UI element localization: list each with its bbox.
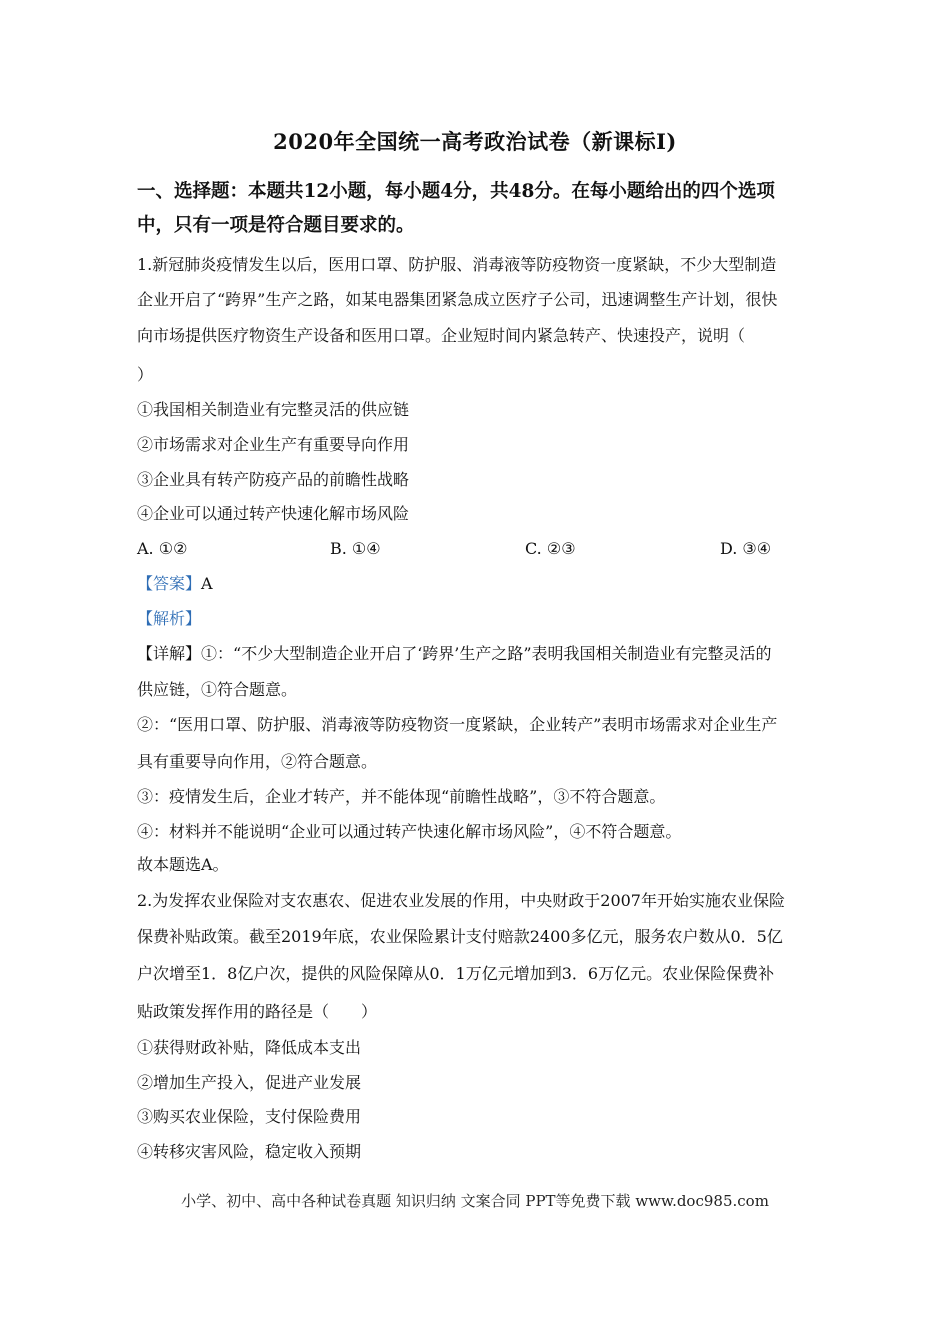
q2-item-3: ③购买农业保险，支付保险费用 [137,1107,362,1126]
q2-stem-line-2: 保费补贴政策。截至2019年底，农业保险累计支付赔款2400多亿元，服务农户数从0．5亿 [137,927,783,946]
q1-detail-line-2: 供应链，①符合题意。 [137,680,298,699]
q1-option-b: B. ①④ [330,539,381,558]
q1-item-1: ①我国相关制造业有完整灵活的供应链 [137,400,410,419]
q1-detail-line-4: 具有重要导向作用，②符合题意。 [137,752,378,771]
q1-item-2: ②市场需求对企业生产有重要导向作用 [137,435,410,454]
q1-item-3: ③企业具有转产防疫产品的前瞻性战略 [137,470,410,489]
detail-label: 【详解】 [137,644,202,663]
q1-item-4: ④企业可以通过转产快速化解市场风险 [137,504,410,523]
detail-text: ①：“不少大型制造企业开启了‘跨界’生产之路”表明我国相关制造业有完整灵活的 [201,644,772,663]
q1-option-c: C. ②③ [525,539,576,558]
q1-option-d: D. ③④ [720,539,772,558]
q1-detail-line-6: ④：材料并不能说明“企业可以通过转产快速化解市场风险”，④不符合题意。 [137,822,682,841]
q1-detail-line-5: ③：疫情发生后，企业才转产，并不能体现“前瞻性战略”，③不符合题意。 [137,787,666,806]
section-heading-line-2: 中，只有一项是符合题目要求的。 [137,215,415,236]
q2-stem-line-1: 2.为发挥农业保险对支农惠农、促进农业发展的作用，中央财政于2007年开始实施农业保险 [137,891,785,910]
q1-answer [137,572,817,596]
q1-analysis [137,607,817,631]
q2-item-4: ④转移灾害风险，稳定收入预期 [137,1142,362,1161]
q1-detail-line-3: ②：“医用口罩、防护服、消毒液等防疫物资一度紧缺，企业转产”表明市场需求对企业生产 [137,715,778,734]
q1-option-a: A. ①② [137,539,188,558]
q1-stem-line-2: 企业开启了“跨界”生产之路，如某电器集团紧急成立医疗子公司，迅速调整生产计划，很快 [137,290,778,309]
q1-stem-line-3: 向市场提供医疗物资生产设备和医用口罩。企业短时间内紧急转产、快速投产，说明（ [137,326,746,345]
section-heading [137,175,817,243]
q1-stem-line-1: 1.新冠肺炎疫情发生以后，医用口罩、防护服、消毒液等防疫物资一度紧缺，不少大型制造 [137,255,777,274]
analysis-label: 【解析】 [137,609,202,628]
q2-item-1: ①获得财政补贴，降低成本支出 [137,1038,362,1057]
q2-stem-line-3: 户次增至1．8亿户次，提供的风险保障从0．1万亿元增加到3．6万亿元。农业保险保费补 [137,964,775,983]
q1-detail-line-1 [137,642,817,666]
q2-stem-line-4: 贴政策发挥作用的路径是（ ） [137,1002,378,1021]
section-heading-line-1: 一、选择题：本题共12小题，每小题4分，共48分。在每小题给出的四个选项 [137,181,775,202]
answer-value: A [201,574,213,593]
q1-conclusion: 故本题选A。 [137,855,229,874]
q2-item-2: ②增加生产投入，促进产业发展 [137,1073,362,1092]
answer-label: 【答案】 [137,574,202,593]
page-title: 2020年全国统一高考政治试卷（新课标Ⅰ) [273,129,677,154]
page-footer: 小学、初中、高中各种试卷真题 知识归纳 文案合同 PPT等免费下载 www.doc985.com [181,1192,769,1210]
q1-stem-line-4: ） [137,365,154,384]
